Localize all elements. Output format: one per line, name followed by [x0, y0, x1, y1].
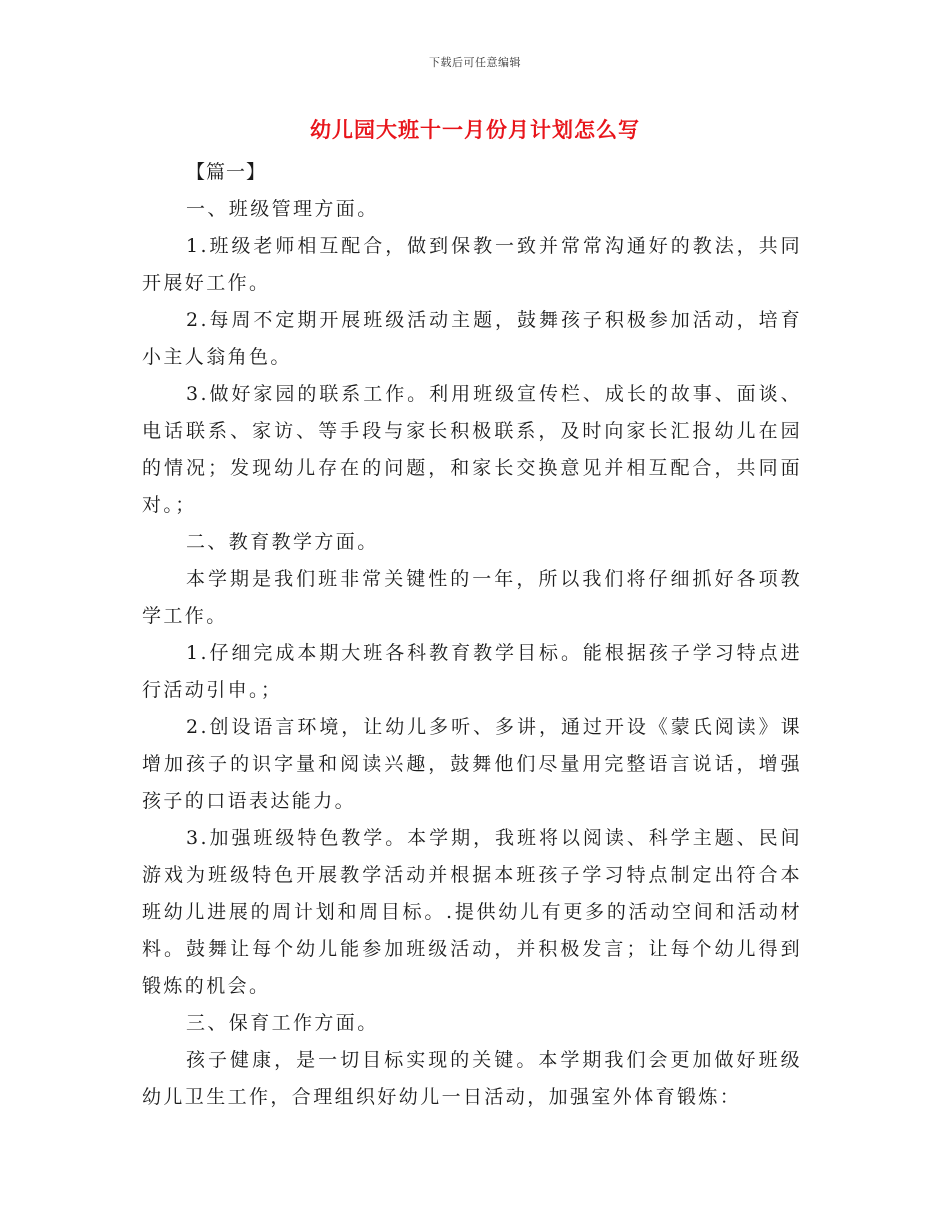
document-title: 幼儿园大班十一月份月计划怎么写	[310, 117, 640, 142]
paragraph-heading-care: 三、保育工作方面。	[186, 1012, 379, 1034]
paragraph: 3.加强班级特色教学。本学期，我班将以阅读、科学主题、民间游戏为班级特色开展教学活动并根据本班孩子学习特点制定出符合本班幼儿进展的周计划和周目标。.提供幼儿有更多的活动空间和活动材料。鼓舞让每个幼儿能参加班级活动，并积极发言；让每个幼儿得到锻炼的机会。	[142, 827, 802, 997]
paragraph-heading-class-management: 一、班级管理方面。	[186, 198, 379, 220]
paragraph-heading-teaching: 二、教育教学方面。	[186, 531, 379, 553]
paragraph: 2.每周不定期开展班级活动主题，鼓舞孩子积极参加活动，培育小主人翁角色。	[142, 309, 802, 368]
header-note: 下载后可任意编辑	[429, 56, 521, 69]
section-label: 【篇一】	[186, 161, 267, 183]
paragraph: 1.仔细完成本期大班各科教育教学目标。能根据孩子学习特点进行活动引申。；	[142, 642, 802, 701]
paragraph: 孩子健康，是一切目标实现的关键。本学期我们会更加做好班级幼儿卫生工作，合理组织好幼儿一日活动，加强室外体育锻炼：	[142, 1049, 802, 1108]
paragraph: 2.创设语言环境，让幼儿多听、多讲，通过开设《蒙氏阅读》课增加孩子的识字量和阅读兴趣，鼓舞他们尽量用完整语言说话，增强孩子的口语表达能力。	[142, 716, 802, 812]
paragraph: 1.班级老师相互配合，做到保教一致并常常沟通好的教法，共同开展好工作。	[142, 235, 802, 294]
document-body	[142, 154, 802, 1116]
paragraph: 3.做好家园的联系工作。利用班级宣传栏、成长的故事、面谈、电话联系、家访、等手段与家长积极联系，及时向家长汇报幼儿在园的情况；发现幼儿存在的问题，和家长交换意见并相互配合，共同面对。；	[142, 383, 802, 516]
paragraph: 本学期是我们班非常关键性的一年，所以我们将仔细抓好各项教学工作。	[142, 568, 802, 627]
